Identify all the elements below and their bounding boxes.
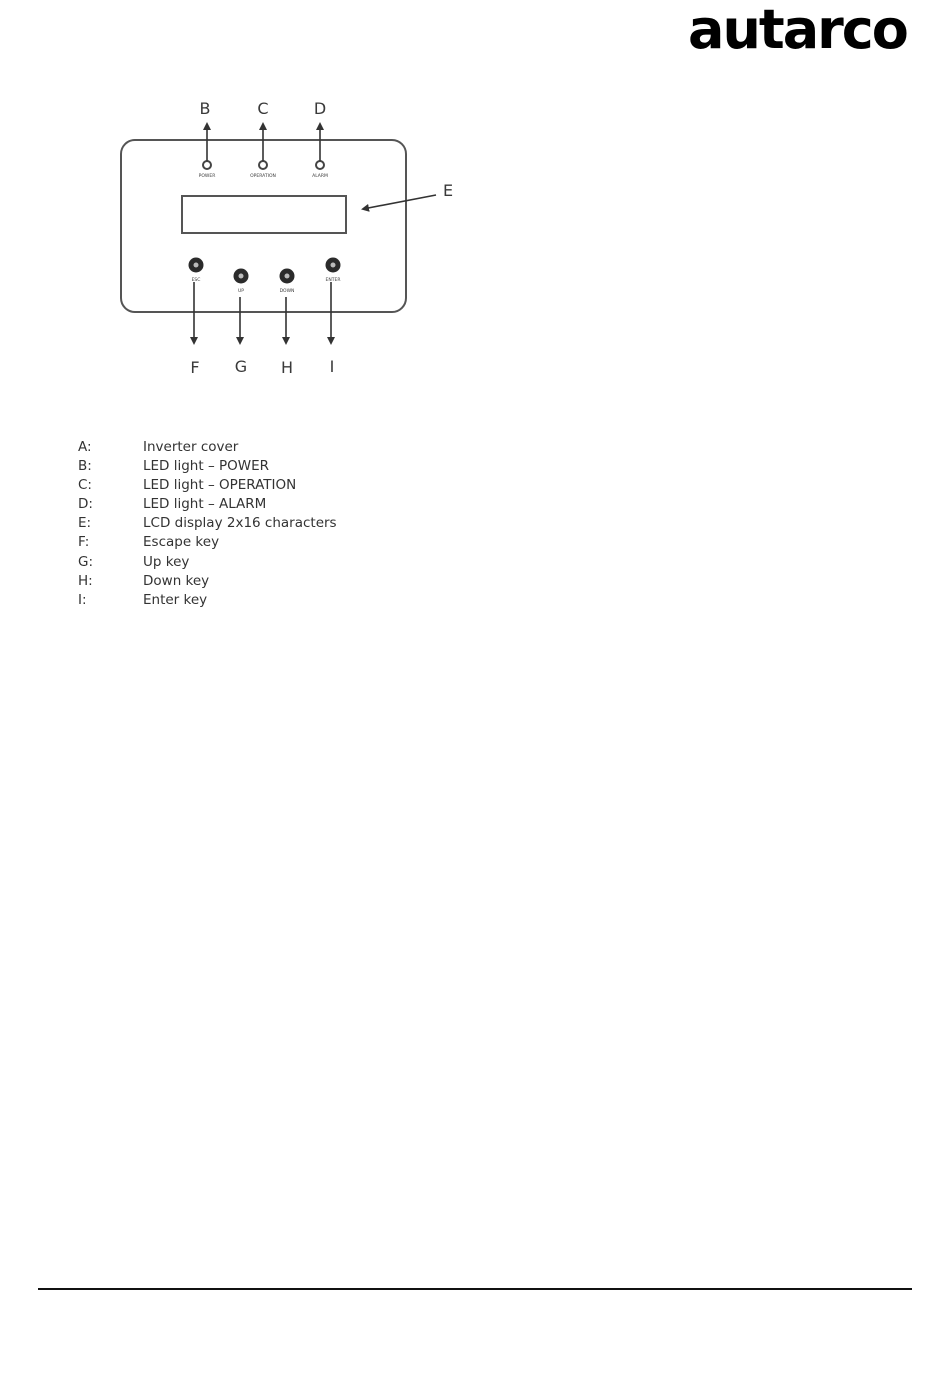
autarco-logo: autarco: [688, 0, 907, 61]
legend-description: Escape key: [143, 534, 220, 551]
component-legend: [78, 438, 337, 610]
legend-key: D:: [78, 496, 93, 513]
legend-key: B:: [78, 458, 92, 475]
lcd-display: [182, 196, 346, 233]
legend-item: [78, 495, 337, 514]
inverter-panel-diagram: [0, 0, 950, 420]
legend-item: [78, 457, 337, 476]
power-led: [203, 161, 211, 169]
legend-item: [78, 572, 337, 591]
callout-i: I: [329, 357, 335, 376]
legend-description: LED light – OPERATION: [143, 477, 297, 494]
legend-description: LCD display 2x16 characters: [143, 515, 337, 532]
legend-description: Enter key: [143, 591, 208, 608]
legend-key: E:: [78, 515, 92, 532]
esc-key-label: ESC: [191, 278, 201, 283]
legend-description: Down key: [143, 572, 210, 589]
legend-description: LED light – ALARM: [143, 496, 267, 513]
legend-key: G:: [78, 553, 94, 570]
legend-key: H:: [78, 572, 93, 589]
callout-e: E: [442, 181, 454, 200]
up-key-label: UP: [237, 289, 245, 294]
legend-item: [78, 514, 337, 533]
alarm-led-label: ALARM: [312, 174, 328, 179]
operation-led-label: OPERATION: [250, 174, 276, 179]
enter-key-label: ENTER: [325, 278, 341, 283]
legend-key: F:: [78, 534, 90, 551]
legend-item: [78, 553, 337, 572]
arrow-e: [363, 195, 436, 209]
legend-item: [78, 591, 337, 610]
legend-key: A:: [78, 439, 92, 455]
alarm-led: [316, 161, 324, 169]
legend-description: LED light – POWER: [143, 458, 270, 475]
down-key-label: DOWN: [279, 289, 295, 294]
callout-f: F: [190, 358, 200, 377]
callout-g: G: [234, 357, 248, 376]
legend-item: [78, 476, 337, 495]
legend-description: Up key: [143, 553, 190, 570]
footer-divider: [38, 1288, 912, 1290]
legend-item: [78, 533, 337, 552]
legend-description: Inverter cover: [143, 439, 239, 455]
legend-item: [78, 438, 337, 457]
legend-key: C:: [78, 477, 92, 494]
callout-d: D: [313, 99, 327, 118]
legend-key: I:: [78, 591, 87, 608]
callout-h: H: [280, 358, 294, 377]
power-led-label: POWER: [198, 174, 216, 179]
operation-led: [259, 161, 267, 169]
callout-b: B: [199, 99, 211, 118]
callout-c: C: [257, 99, 269, 118]
